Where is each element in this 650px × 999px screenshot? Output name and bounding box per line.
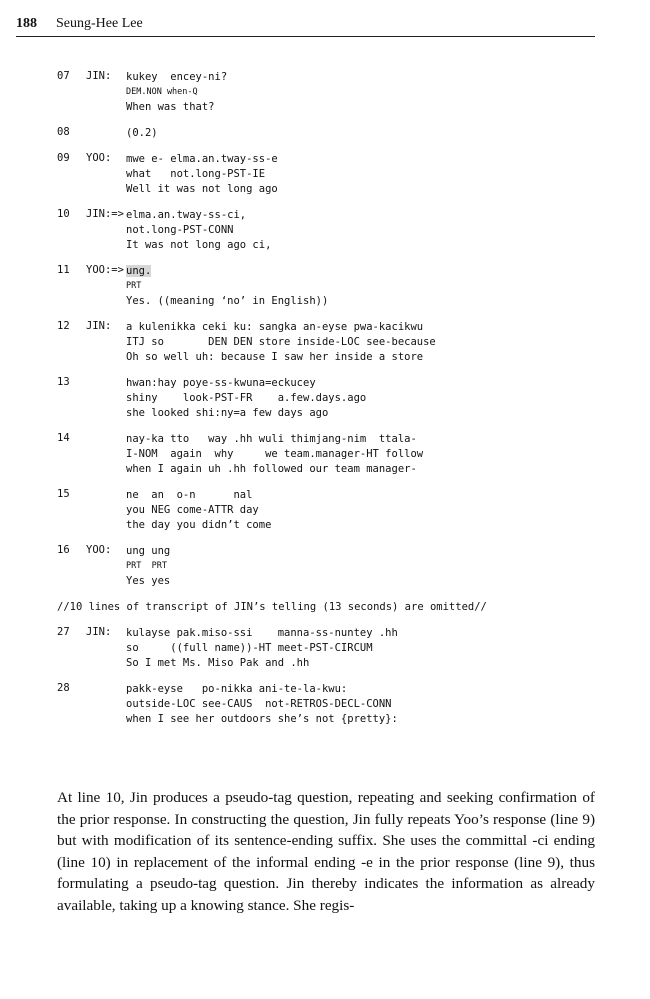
speaker-label: JIN: [86, 320, 112, 332]
translation-text [126, 574, 617, 589]
line-number: 28 [57, 682, 70, 694]
line-number: 16 [57, 544, 70, 556]
row-text: elma.an.tway-ss-ci, [126, 209, 247, 221]
row-text: ung. [126, 265, 152, 277]
row-text: a kulenikka ceki ku: sangka an-eyse pwa-kacikwu [126, 321, 424, 333]
speaker-label: YOO: [86, 544, 112, 556]
translation-text [126, 350, 617, 365]
original-text [126, 152, 617, 167]
transcript-line [57, 432, 617, 477]
row-text: kulayse pak.miso-ssi manna-ss-nuntey .hh [126, 627, 398, 639]
gloss-text [126, 167, 617, 182]
translation-text [126, 182, 617, 197]
line-content [126, 126, 617, 141]
line-number: 08 [57, 126, 70, 138]
row-text: Yes. ((meaning ‘no’ in English)) [126, 295, 329, 307]
row-text: ung ung [126, 545, 171, 557]
transcript-line [57, 488, 617, 533]
translation-text [126, 294, 617, 309]
line-number: 27 [57, 626, 70, 638]
gloss-text [126, 335, 617, 350]
row-text: (0.2) [126, 127, 158, 139]
transcript-line [57, 264, 617, 309]
row-text: you NEG come-ATTR day [126, 504, 259, 516]
original-text [126, 70, 617, 85]
row-text: mwe e- elma.an.tway-ss-e [126, 153, 278, 165]
speaker-label: JIN: [86, 70, 112, 82]
line-number: 14 [57, 432, 70, 444]
row-text: kukey encey-ni? [126, 71, 228, 83]
original-text [126, 264, 617, 279]
translation-text [126, 238, 617, 253]
running-head-author: Seung-Hee Lee [56, 16, 143, 31]
row-text: shiny look-PST-FR a.few.days.ago [126, 392, 367, 404]
transcript-line [57, 682, 617, 727]
running-header [16, 14, 595, 37]
row-text: ne an o-n nal [126, 489, 253, 501]
row-text: hwan:hay poye-ss-kwuna=eckucey [126, 377, 316, 389]
body-paragraph: At line 10, Jin produces a pseudo-tag question, repeating and seeking confirmation of the prior response. In constructing the question, Jin fully repeats Yoo’s response (line 9) but with modification of its sentence-ending suffix. She uses the committal -ci ending (line 10) in replacement of the informal ending -e in the prior response (line 9), thus formulating a pseudo-tag question. Jin thereby indicates the information as already available, taking up a knowing stance. She regis- [57, 789, 595, 914]
row-text: when I again uh .hh followed our team manager- [126, 463, 417, 475]
translation-text [126, 100, 617, 115]
gloss-text [126, 641, 617, 656]
transcript-line [57, 70, 617, 115]
gloss-text [126, 85, 617, 100]
original-text [126, 432, 617, 447]
speaker-label: JIN:=> [86, 208, 124, 220]
line-content [126, 152, 617, 197]
row-text: she looked shi:ny=a few days ago [126, 407, 329, 419]
transcript-block-after [57, 626, 617, 727]
line-content [126, 264, 617, 309]
line-content [126, 432, 617, 477]
row-text: It was not long ago ci, [126, 239, 272, 251]
row-text: outside-LOC see-CAUS not-RETROS-DECL-CONN [126, 698, 392, 710]
transcript-line [57, 208, 617, 253]
transcript-line [57, 320, 617, 365]
row-text: When was that? [126, 101, 215, 113]
translation-text [126, 462, 617, 477]
transcript-line [57, 544, 617, 589]
row-text: PRT PRT [126, 561, 167, 571]
original-text [126, 376, 617, 391]
line-number: 12 [57, 320, 70, 332]
row-text: Well it was not long ago [126, 183, 278, 195]
gloss-text [126, 503, 617, 518]
original-text [126, 682, 617, 697]
row-text: so ((full name))-HT meet-PST-CIRCUM [126, 642, 373, 654]
row-text: the day you didn’t come [126, 519, 272, 531]
transcript-line [57, 126, 617, 141]
row-text: what not.long-PST-IE [126, 168, 266, 180]
row-text: Oh so well uh: because I saw her inside a store [126, 351, 424, 363]
line-content [126, 208, 617, 253]
body-text [57, 787, 595, 916]
original-text [126, 320, 617, 335]
row-text: pakk-eyse po-nikka ani-te-la-kwu: [126, 683, 348, 695]
transcript-block-before [57, 70, 617, 589]
line-number: 09 [57, 152, 70, 164]
row-text: So I met Ms. Miso Pak and .hh [126, 657, 310, 669]
line-content [126, 70, 617, 115]
line-number: 15 [57, 488, 70, 500]
row-text: nay-ka tto way .hh wuli thimjang-nim ttala- [126, 433, 417, 445]
row-text: I-NOM again why we team.manager-HT follow [126, 448, 424, 460]
translation-text [126, 712, 617, 727]
line-number: 07 [57, 70, 70, 82]
line-number: 13 [57, 376, 70, 388]
row-text: PRT [126, 281, 142, 291]
omission-note: //10 lines of transcript of JIN’s telling (13 seconds) are omitted// [57, 601, 487, 613]
line-content [126, 626, 617, 671]
original-text [126, 626, 617, 641]
line-content [126, 682, 617, 727]
translation-text [126, 518, 617, 533]
gloss-text [126, 447, 617, 462]
gloss-text [126, 223, 617, 238]
speaker-label: YOO:=> [86, 264, 124, 276]
line-content [126, 544, 617, 589]
translation-text [126, 656, 617, 671]
gloss-text [126, 391, 617, 406]
line-content [126, 488, 617, 533]
row-text: when I see her outdoors she’s not {pretty}: [126, 713, 398, 725]
transcript-line [57, 626, 617, 671]
row-text: DEM.NON when-Q [126, 87, 198, 97]
gloss-text [126, 279, 617, 294]
transcript-line [57, 376, 617, 421]
gloss-text [126, 697, 617, 712]
original-text [126, 126, 617, 141]
row-text: not.long-PST-CONN [126, 224, 234, 236]
original-text [126, 488, 617, 503]
line-content [126, 376, 617, 421]
page-number: 188 [16, 16, 37, 31]
line-number: 10 [57, 208, 70, 220]
gloss-text [126, 559, 617, 574]
original-text [126, 544, 617, 559]
speaker-label: YOO: [86, 152, 112, 164]
line-content [126, 320, 617, 365]
transcript [57, 70, 617, 738]
row-text: Yes yes [126, 575, 171, 587]
row-text: ITJ so DEN DEN store inside-LOC see-because [126, 336, 436, 348]
line-number: 11 [57, 264, 70, 276]
original-text [126, 208, 617, 223]
transcript-line [57, 152, 617, 197]
speaker-label: JIN: [86, 626, 112, 638]
translation-text [126, 406, 617, 421]
